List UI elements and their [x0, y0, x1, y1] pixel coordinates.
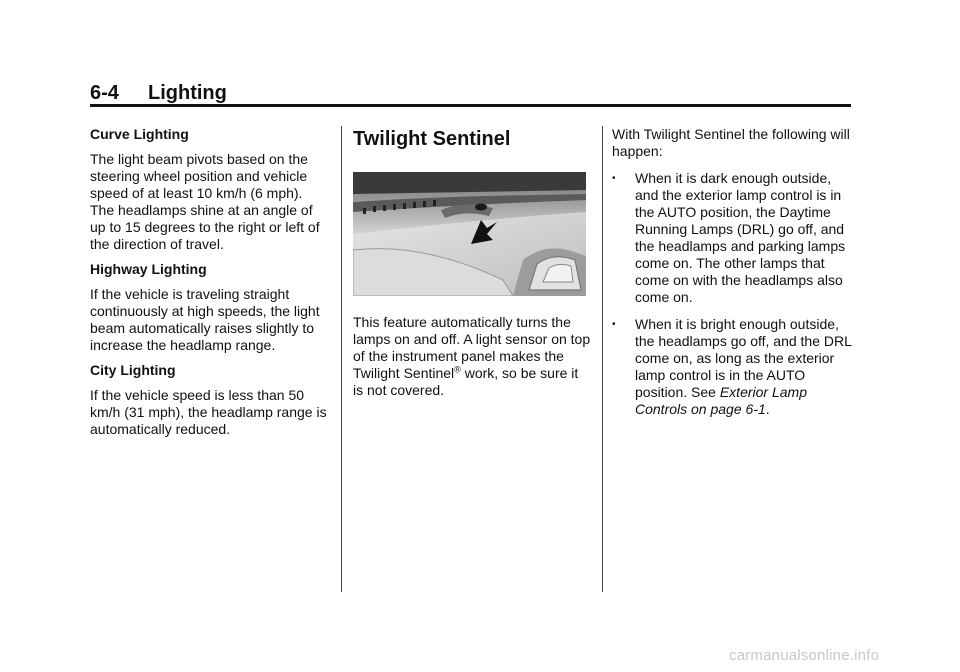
behavior-intro: With Twilight Sentinel the following will happen:	[612, 126, 850, 159]
city-lighting-heading: City Lighting	[90, 362, 176, 378]
instrument-panel-sensor-illustration	[353, 172, 586, 296]
city-lighting-text: If the vehicle speed is less than 50 km/h (31 mph), the headlamp range is automatically reduced.	[90, 387, 327, 437]
sensor-description: This feature automatically turns the lamps on and off. A light sensor on top of the instrument panel makes the Twilight Sentinel® work, so be sure it is not covered.	[353, 314, 591, 398]
page-number: 6-4	[90, 82, 119, 104]
column-1	[90, 126, 330, 446]
list-item	[612, 170, 857, 306]
bullet-icon: •	[612, 173, 616, 184]
bullet-dark-text: When it is dark enough outside, and the exterior lamp control is in the AUTO position, the Daytime Running Lamps (DRL) go off, and the headlamps and parking lamps come on. The other lamps that come on with the headlamps also come on.	[635, 170, 846, 305]
watermark: carmanualsonline.info	[729, 647, 880, 664]
registered-mark: ®	[454, 364, 461, 375]
column-divider-1	[341, 126, 342, 592]
page-header	[90, 82, 850, 106]
column-2	[353, 128, 591, 407]
curve-lighting-text: The light beam pivots based on the steering wheel position and vehicle speed of at least 10 km/h (6 mph). The headlamps shine at an angle of up to 15 degrees to the right or left of the direction of travel.	[90, 151, 320, 252]
column-3	[612, 126, 857, 426]
list-item	[612, 316, 857, 418]
header-rule	[90, 104, 851, 107]
highway-lighting-text: If the vehicle is traveling straight continuously at high speeds, the light beam automatically raises slightly to increase the headlamp range.	[90, 286, 320, 353]
bullet-bright-text: When it is bright enough outside, the headlamps go off, and the DRL come on, as long as the exterior lamp control is in the AUTO position. See Exterior Lamp Controls on page 6-1.	[635, 316, 852, 417]
highway-lighting-heading: Highway Lighting	[90, 261, 207, 277]
bullet-icon: •	[612, 319, 616, 330]
chapter-title: Lighting	[148, 82, 227, 104]
column-divider-2	[602, 126, 603, 592]
curve-lighting-heading: Curve Lighting	[90, 126, 189, 142]
section-title: Twilight Sentinel	[353, 128, 511, 150]
cross-reference-link[interactable]: Exterior Lamp Controls on page 6-1	[635, 384, 807, 417]
